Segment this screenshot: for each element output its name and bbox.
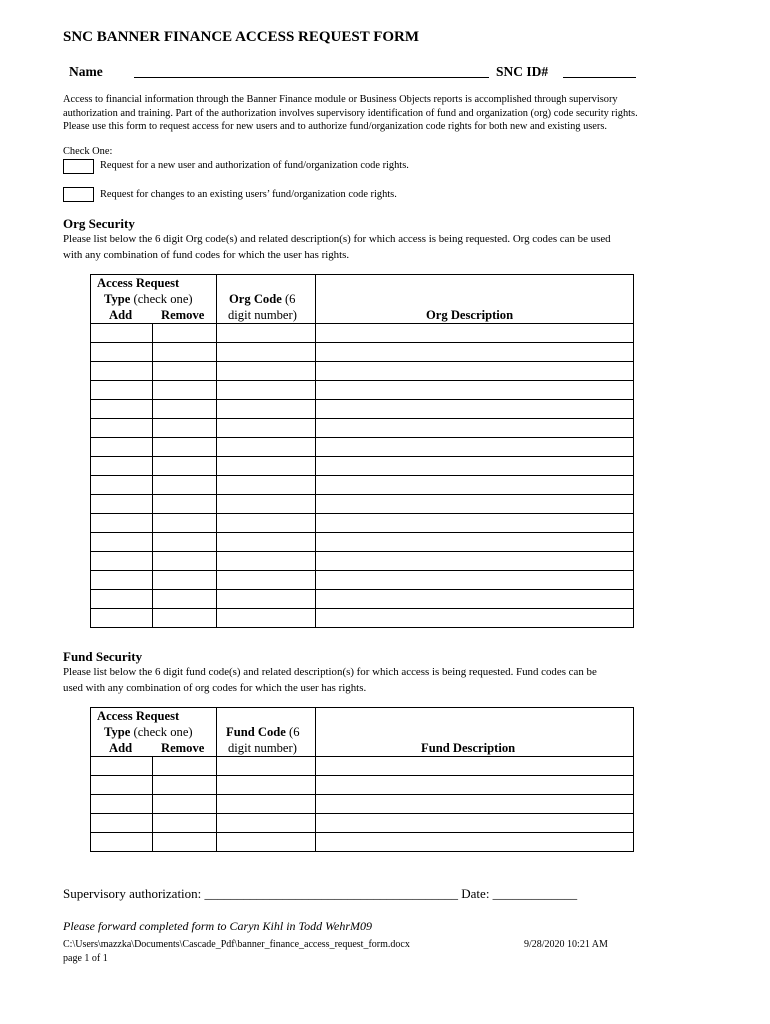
remove-cell[interactable] [153,590,217,609]
code-cell[interactable] [217,457,316,476]
add-cell[interactable] [91,400,153,419]
description-cell[interactable] [316,324,634,343]
table-header-row [91,708,634,757]
table-row [91,400,634,419]
fund-description-label: Fund Description [421,741,516,755]
remove-cell[interactable] [153,776,217,795]
add-cell[interactable] [91,381,153,400]
code-cell[interactable] [217,571,316,590]
table-row [91,533,634,552]
add-column-header: Add [109,308,133,322]
table-row [91,571,634,590]
remove-cell[interactable] [153,571,217,590]
table-row [91,324,634,343]
remove-cell[interactable] [153,362,217,381]
code-cell[interactable] [217,795,316,814]
name-label: Name [69,64,103,79]
description-cell[interactable] [316,400,634,419]
code-cell[interactable] [217,419,316,438]
type-check-one-label: Type (check one) [104,725,193,739]
add-cell[interactable] [91,438,153,457]
description-cell[interactable] [316,757,634,776]
snc-id-field-line[interactable] [563,77,636,78]
description-cell[interactable] [316,476,634,495]
code-cell[interactable] [217,381,316,400]
table-row [91,814,634,833]
description-cell[interactable] [316,533,634,552]
add-cell[interactable] [91,833,153,852]
access-request-header [91,708,217,757]
remove-cell[interactable] [153,457,217,476]
description-cell[interactable] [316,495,634,514]
remove-cell[interactable] [153,533,217,552]
code-cell[interactable] [217,609,316,628]
description-cell[interactable] [316,552,634,571]
access-request-header [91,275,217,324]
remove-cell[interactable] [153,324,217,343]
add-cell[interactable] [91,343,153,362]
remove-cell[interactable] [153,609,217,628]
remove-cell[interactable] [153,400,217,419]
add-cell[interactable] [91,609,153,628]
fund-security-description [63,665,597,696]
table-row [91,552,634,571]
digit-number-label: digit number) [228,741,297,755]
new-user-checkbox[interactable] [63,159,94,174]
add-cell[interactable] [91,590,153,609]
table-row [91,438,634,457]
add-cell[interactable] [91,495,153,514]
remove-cell[interactable] [153,833,217,852]
fund-code-header [217,708,316,757]
code-cell[interactable] [217,533,316,552]
description-cell[interactable] [316,381,634,400]
table-row [91,609,634,628]
print-timestamp: 9/28/2020 10:21 AM [524,939,608,950]
description-cell[interactable] [316,457,634,476]
intro-paragraph [63,93,638,134]
remove-cell[interactable] [153,343,217,362]
remove-cell[interactable] [153,757,217,776]
fund-description-header [316,708,634,757]
add-cell[interactable] [91,814,153,833]
access-request-label: Access Request [97,709,180,723]
table-row [91,776,634,795]
code-cell[interactable] [217,495,316,514]
add-cell[interactable] [91,362,153,381]
table-row [91,795,634,814]
org-description-header [316,275,634,324]
org-desc-line: Please list below the 6 digit Org code(s) and related description(s) for which access is being requested. Org codes can be used [63,233,611,245]
code-cell[interactable] [217,362,316,381]
change-user-checkbox[interactable] [63,187,94,202]
add-cell[interactable] [91,476,153,495]
description-cell[interactable] [316,795,634,814]
add-cell[interactable] [91,795,153,814]
remove-cell[interactable] [153,495,217,514]
code-cell[interactable] [217,438,316,457]
org-code-header [217,275,316,324]
table-row [91,343,634,362]
add-cell[interactable] [91,324,153,343]
fund-desc-line: Please list below the 6 digit fund code(s) and related description(s) for which access is being requested. Fund codes can be [63,666,597,678]
table-row [91,514,634,533]
remove-cell[interactable] [153,438,217,457]
table-row [91,476,634,495]
table-row [91,457,634,476]
description-cell[interactable] [316,438,634,457]
table-header-row [91,275,634,324]
table-row [91,419,634,438]
fund-code-label: Fund Code (6 [226,725,300,739]
table-row [91,362,634,381]
code-cell[interactable] [217,324,316,343]
add-cell[interactable] [91,457,153,476]
table-row [91,833,634,852]
digit-number-label: digit number) [228,308,297,322]
org-code-label: Org Code (6 [229,292,296,306]
code-cell[interactable] [217,590,316,609]
org-security-description [63,232,611,263]
name-field-line[interactable] [134,77,489,78]
supervisory-authorization-line[interactable]: Supervisory authorization: _______________________________________ Date: _____________ [63,886,578,901]
intro-line: Please use this form to request access for new users and to authorize fund/organization code rights for both new and existing users. [63,121,608,132]
add-cell[interactable] [91,419,153,438]
file-path: C:\Users\mazzka\Documents\Cascade_Pdf\banner_finance_access_request_form.docx [63,939,410,950]
remove-cell[interactable] [153,476,217,495]
code-cell[interactable] [217,833,316,852]
intro-line: authorization and training. Part of the authorization involves supervisory identification of fund and organization (org) code security rights. [63,107,638,119]
code-cell[interactable] [217,814,316,833]
snc-id-label: SNC ID# [496,64,549,79]
fund-desc-line: used with any combination of org codes for which the user has rights. [63,681,367,694]
table-row [91,495,634,514]
code-cell[interactable] [217,552,316,571]
code-cell[interactable] [217,343,316,362]
table-row [91,757,634,776]
add-cell[interactable] [91,776,153,795]
add-cell[interactable] [91,552,153,571]
org-security-heading: Org Security [63,216,135,231]
org-description-label: Org Description [426,308,514,322]
code-cell[interactable] [217,476,316,495]
remove-cell[interactable] [153,419,217,438]
description-cell[interactable] [316,833,634,852]
intro-line: Access to financial information through the Banner Finance module or Business Objects reports is accomplished through supervisory [63,94,618,105]
description-cell[interactable] [316,514,634,533]
access-request-label: Access Request [97,276,180,290]
fund-security-heading: Fund Security [63,649,143,664]
code-cell[interactable] [217,776,316,795]
add-cell[interactable] [91,514,153,533]
change-user-option-label: Request for changes to an existing users’ fund/organization code rights. [100,189,397,200]
code-cell[interactable] [217,757,316,776]
remove-cell[interactable] [153,514,217,533]
org-desc-line: with any combination of fund codes for which the user has rights. [63,248,350,261]
remove-cell[interactable] [153,795,217,814]
forward-note: Please forward completed form to Caryn Kihl in Todd WehrM09 [63,919,372,933]
remove-cell[interactable] [153,814,217,833]
check-one-label: Check One: [63,146,113,157]
table-row [91,381,634,400]
type-check-one-label: Type (check one) [104,292,193,306]
description-cell[interactable] [316,343,634,362]
add-column-header: Add [109,741,133,755]
description-cell[interactable] [316,609,634,628]
new-user-option-label: Request for a new user and authorization of fund/organization code rights. [100,160,409,171]
remove-column-header: Remove [161,741,205,755]
org-code-table [90,274,634,628]
remove-cell[interactable] [153,552,217,571]
form-title: SNC BANNER FINANCE ACCESS REQUEST FORM [63,29,420,45]
remove-column-header: Remove [161,308,205,322]
description-cell[interactable] [316,571,634,590]
table-row [91,590,634,609]
remove-cell[interactable] [153,381,217,400]
description-cell[interactable] [316,419,634,438]
description-cell[interactable] [316,814,634,833]
fund-code-table [90,707,634,852]
page-number: page 1 of 1 [63,953,108,964]
code-cell[interactable] [217,514,316,533]
description-cell[interactable] [316,776,634,795]
code-cell[interactable] [217,400,316,419]
add-cell[interactable] [91,757,153,776]
add-cell[interactable] [91,571,153,590]
add-cell[interactable] [91,533,153,552]
description-cell[interactable] [316,362,634,381]
description-cell[interactable] [316,590,634,609]
